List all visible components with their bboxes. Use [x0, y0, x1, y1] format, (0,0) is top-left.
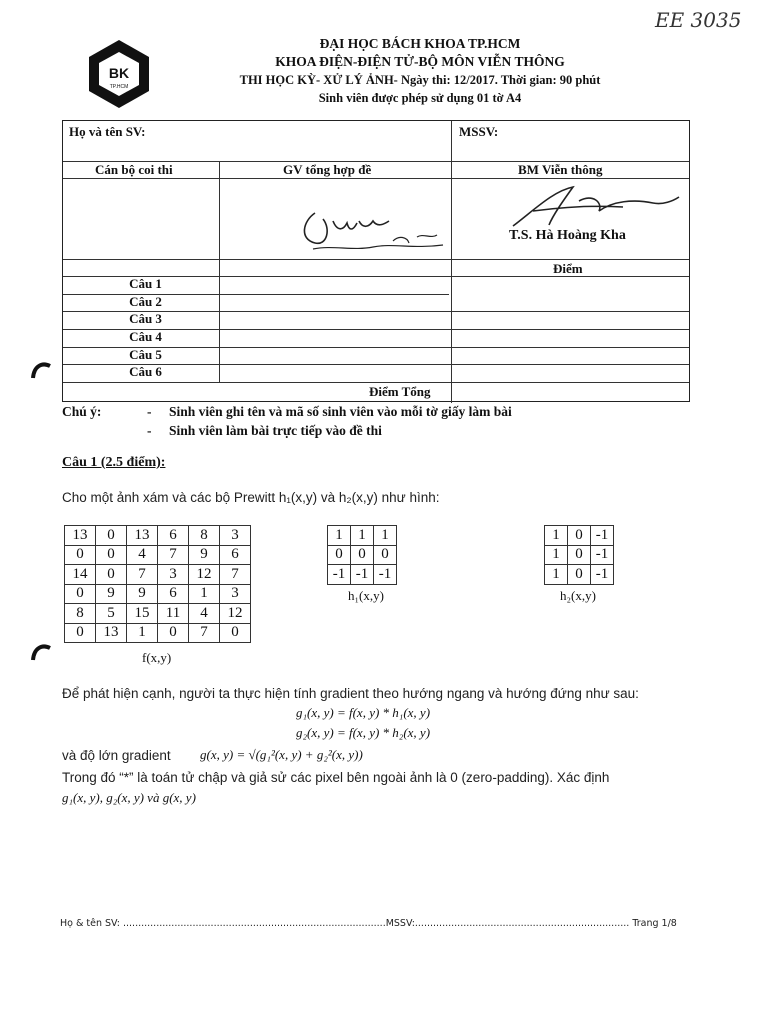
f-matrix-row [65, 545, 251, 565]
exam-header [160, 35, 680, 107]
question-row-label: Câu 4 [129, 329, 162, 344]
h2-matrix-cell: 0 [568, 526, 591, 546]
h1-matrix-cell: 0 [374, 545, 397, 565]
f-matrix-row [65, 584, 251, 604]
f-matrix-cell: 4 [189, 604, 220, 624]
handwritten-course-code: EE 3035 [655, 8, 742, 32]
note-item: - Sinh viên ghi tên và mã số sinh viên vào mỗi tờ giấy làm bài [147, 404, 512, 419]
student-id-label: MSSV: [459, 124, 499, 139]
f-matrix-cell: 1 [127, 623, 158, 643]
note-item: - Sinh viên làm bài trực tiếp vào đề thi [147, 423, 382, 438]
f-matrix-cell: 7 [158, 545, 189, 565]
compiler-label: GV tổng hợp đề [283, 162, 372, 177]
f-matrix-cell: 9 [96, 584, 127, 604]
matrix-f-caption: f(x,y) [142, 650, 172, 665]
h2-matrix-cell: -1 [591, 565, 614, 585]
exam-allowance: Sinh viên được phép sử dụng 01 tờ A4 [318, 91, 522, 105]
exam-info: THI HỌC KỲ- XỬ LÝ ẢNH- Ngày thi: 12/2017. Thời gian: 90 phút [239, 73, 601, 87]
notes-label: Chú ý: [62, 404, 102, 419]
h2-matrix-cell: 0 [568, 565, 591, 585]
h1-matrix-cell: 0 [328, 545, 351, 565]
department-signer: T.S. Hà Hoàng Kha [509, 228, 626, 243]
h1-matrix-cell: -1 [351, 565, 374, 585]
question-row-label: Câu 3 [129, 311, 162, 326]
h2-matrix-cell: 1 [545, 526, 568, 546]
matrix-h1-caption: h₁(x,y) [348, 588, 384, 603]
f-matrix-row [65, 526, 251, 546]
equation-g2: g₂(x, y) = f(x, y) * h₂(x, y) [296, 725, 431, 740]
question-row-label: Câu 5 [129, 347, 162, 362]
f-matrix-cell: 0 [96, 565, 127, 585]
f-matrix-cell: 0 [96, 526, 127, 546]
margin-mark [30, 358, 52, 380]
f-matrix-cell: 7 [220, 565, 251, 585]
f-matrix-cell: 12 [220, 604, 251, 624]
h2-matrix-row [545, 526, 614, 546]
h1-matrix-cell: -1 [374, 565, 397, 585]
h1-matrix-cell: 1 [374, 526, 397, 546]
h2-matrix-cell: 1 [545, 565, 568, 585]
university-logo [83, 38, 155, 110]
compiler-signature [293, 191, 453, 256]
gradient-text: Để phát hiện cạnh, người ta thực hiện tính gradient theo hướng ngang và hướng đứng như sau: [62, 686, 639, 701]
gradient-magnitude-text: và độ lớn gradient [62, 748, 171, 763]
proctor-label: Cán bộ coi thi [95, 162, 173, 177]
f-matrix-cell: 3 [220, 584, 251, 604]
h1-matrix-cell: 1 [328, 526, 351, 546]
f-matrix-row [65, 604, 251, 624]
f-matrix-cell: 3 [220, 526, 251, 546]
f-matrix-cell: 6 [158, 526, 189, 546]
question-row-label: Câu 1 [129, 276, 162, 291]
university-name: ĐẠI HỌC BÁCH KHOA TP.HCM [319, 36, 521, 51]
h1-matrix-row [328, 545, 397, 565]
bk-logo-graphic [83, 38, 155, 110]
f-matrix-cell: 3 [158, 565, 189, 585]
image-matrix-f [64, 525, 251, 643]
f-matrix-cell: 13 [96, 623, 127, 643]
question-title: Câu 1 (2.5 điểm): [62, 455, 166, 470]
f-matrix-cell: 0 [220, 623, 251, 643]
h1-matrix-cell: 0 [351, 545, 374, 565]
admin-table [62, 120, 690, 402]
h2-matrix-row [545, 565, 614, 585]
f-matrix-cell: 13 [127, 526, 158, 546]
question-targets: g₁(x, y), g₂(x, y) và g(x, y) [62, 790, 196, 805]
f-matrix-cell: 8 [65, 604, 96, 624]
f-matrix-cell: 0 [96, 545, 127, 565]
h1-matrix-cell: -1 [328, 565, 351, 585]
equation-g: g(x, y) = √(g₁²(x, y) + g₂²(x, y)) [200, 747, 363, 762]
total-score-label: Điểm Tổng [369, 384, 431, 399]
f-matrix-cell: 1 [189, 584, 220, 604]
f-matrix-cell: 15 [127, 604, 158, 624]
f-matrix-cell: 8 [189, 526, 220, 546]
h1-matrix-row [328, 565, 397, 585]
h2-matrix-cell: -1 [591, 545, 614, 565]
f-matrix-cell: 14 [65, 565, 96, 585]
f-matrix-cell: 13 [65, 526, 96, 546]
h2-matrix-cell: 0 [568, 545, 591, 565]
h1-matrix-row [328, 526, 397, 546]
department-signature [503, 181, 683, 231]
f-matrix-cell: 6 [158, 584, 189, 604]
f-matrix-cell: 0 [158, 623, 189, 643]
page-footer: Họ & tên SV: .......................................................................................MSSV:....................................................................... Trang 1/8 [60, 918, 677, 929]
f-matrix-cell: 11 [158, 604, 189, 624]
convolution-note: Trong đó “*” là toán tử chập và giả sử các pixel bên ngoài ảnh là 0 (zero-padding). Xác định [62, 770, 610, 785]
f-matrix-cell: 9 [189, 545, 220, 565]
f-matrix-cell: 4 [127, 545, 158, 565]
f-matrix-cell: 12 [189, 565, 220, 585]
f-matrix-cell: 6 [220, 545, 251, 565]
question-row-label: Câu 6 [129, 364, 162, 379]
student-name-label: Họ và tên SV: [69, 124, 146, 139]
margin-mark [30, 640, 52, 662]
h2-matrix-cell: 1 [545, 545, 568, 565]
kernel-matrix-h1 [327, 525, 397, 585]
question-intro: Cho một ảnh xám và các bộ Prewitt h₁(x,y) và h₂(x,y) như hình: [62, 490, 440, 505]
h2-matrix-cell: -1 [591, 526, 614, 546]
f-matrix-cell: 0 [65, 545, 96, 565]
f-matrix-cell: 9 [127, 584, 158, 604]
h1-matrix-cell: 1 [351, 526, 374, 546]
f-matrix-cell: 0 [65, 623, 96, 643]
f-matrix-row [65, 565, 251, 585]
matrix-h2-caption: h₂(x,y) [560, 588, 596, 603]
f-matrix-cell: 0 [65, 584, 96, 604]
faculty-name: KHOA ĐIỆN-ĐIỆN TỬ-BỘ MÔN VIỄN THÔNG [275, 54, 565, 69]
department-label: BM Viễn thông [518, 162, 603, 177]
logo-text: BK [108, 65, 130, 81]
f-matrix-cell: 5 [96, 604, 127, 624]
logo-subtext: TP.HCM [109, 84, 129, 90]
f-matrix-cell: 7 [127, 565, 158, 585]
f-matrix-cell: 7 [189, 623, 220, 643]
kernel-matrix-h2 [544, 525, 614, 585]
f-matrix-row [65, 623, 251, 643]
h2-matrix-row [545, 545, 614, 565]
score-header: Điểm [553, 261, 583, 276]
equation-g1: g₁(x, y) = f(x, y) * h₁(x, y) [296, 705, 431, 720]
question-row-label: Câu 2 [129, 294, 162, 309]
